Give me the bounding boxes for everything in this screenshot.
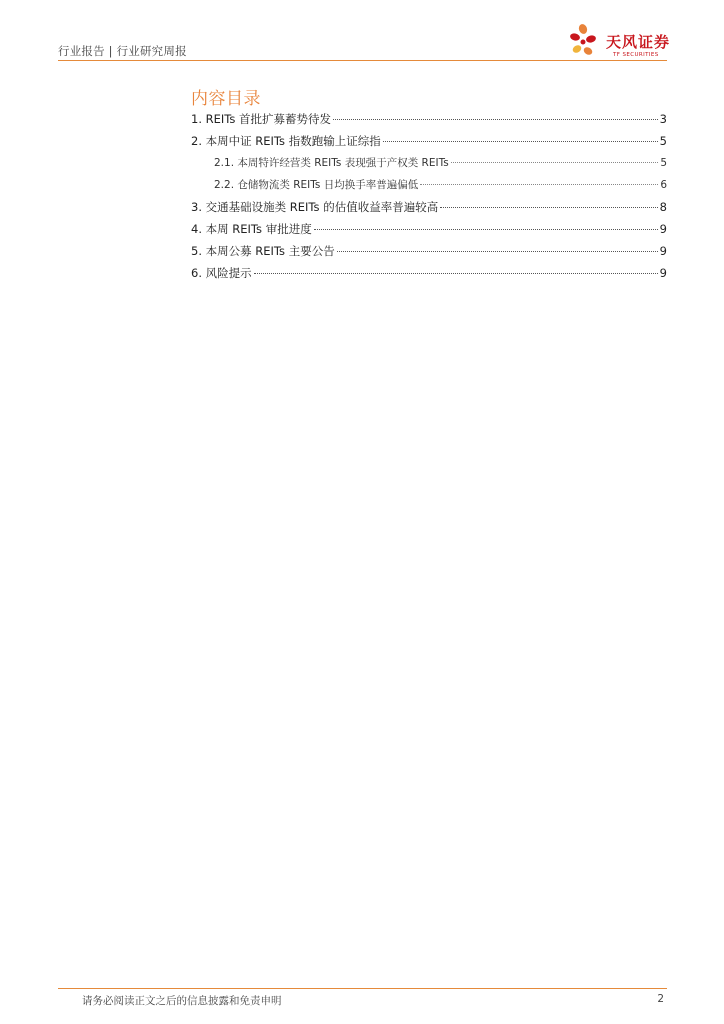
toc-entry-page: 8 bbox=[659, 200, 667, 214]
toc-entry-3[interactable] bbox=[191, 199, 667, 217]
toc-entry-page: 5 bbox=[660, 157, 667, 169]
toc-entry-text: 2.1. 本周特许经营类 REITs 表现强于产权类 REITs bbox=[214, 157, 449, 169]
toc-entry-page: 3 bbox=[659, 112, 667, 126]
report-type-label: 行业报告 | 行业研究周报 bbox=[58, 44, 187, 58]
company-logo bbox=[569, 22, 679, 60]
disclaimer-note: 请务必阅读正文之后的信息披露和免责申明 bbox=[82, 995, 282, 1007]
toc-leader-dots bbox=[451, 162, 659, 163]
toc-entry-5[interactable] bbox=[191, 243, 667, 261]
toc-entry-text: 4. 本周 REITs 审批进度 bbox=[191, 222, 312, 236]
toc-entry-text: 2. 本周中证 REITs 指数跑输上证综指 bbox=[191, 134, 381, 148]
flower-logo-icon bbox=[569, 22, 605, 60]
toc-entry-2-1[interactable] bbox=[214, 155, 667, 173]
toc-entry-6[interactable] bbox=[191, 265, 667, 283]
toc-leader-dots bbox=[333, 119, 658, 120]
toc-entry-text: 5. 本周公募 REITs 主要公告 bbox=[191, 244, 335, 258]
toc-entry-text: 3. 交通基础设施类 REITs 的估值收益率普遍较高 bbox=[191, 200, 439, 214]
toc-entry-page: 9 bbox=[659, 222, 667, 236]
toc-entry-2-2[interactable] bbox=[214, 177, 667, 195]
logo-name-cn: 天风证券 bbox=[606, 33, 671, 51]
toc-leader-dots bbox=[440, 207, 657, 208]
toc-leader-dots bbox=[314, 229, 658, 230]
toc-entry-4[interactable] bbox=[191, 221, 667, 239]
toc-entry-page: 9 bbox=[659, 266, 667, 280]
toc-leader-dots bbox=[420, 184, 658, 185]
toc-leader-dots bbox=[337, 251, 658, 252]
page-number: 2 bbox=[657, 993, 664, 1005]
toc-entry-page: 6 bbox=[660, 179, 667, 191]
toc-title: 内容目录 bbox=[191, 89, 261, 109]
toc-entry-page: 9 bbox=[659, 244, 667, 258]
logo-name-en: TF SECURITIES bbox=[613, 52, 659, 58]
toc-entry-text: 6. 风险提示 bbox=[191, 266, 252, 280]
toc-entry-1[interactable] bbox=[191, 111, 667, 129]
toc-entry-text: 1. REITs 首批扩募蓄势待发 bbox=[191, 112, 332, 126]
toc-leader-dots bbox=[383, 141, 658, 142]
toc-entry-2[interactable] bbox=[191, 133, 667, 151]
toc-entry-page: 5 bbox=[659, 134, 667, 148]
toc-entry-text: 2.2. 仓储物流类 REITs 日均换手率普遍偏低 bbox=[214, 179, 419, 191]
header-divider bbox=[58, 60, 667, 61]
footer-divider bbox=[58, 988, 667, 989]
toc-leader-dots bbox=[254, 273, 658, 274]
